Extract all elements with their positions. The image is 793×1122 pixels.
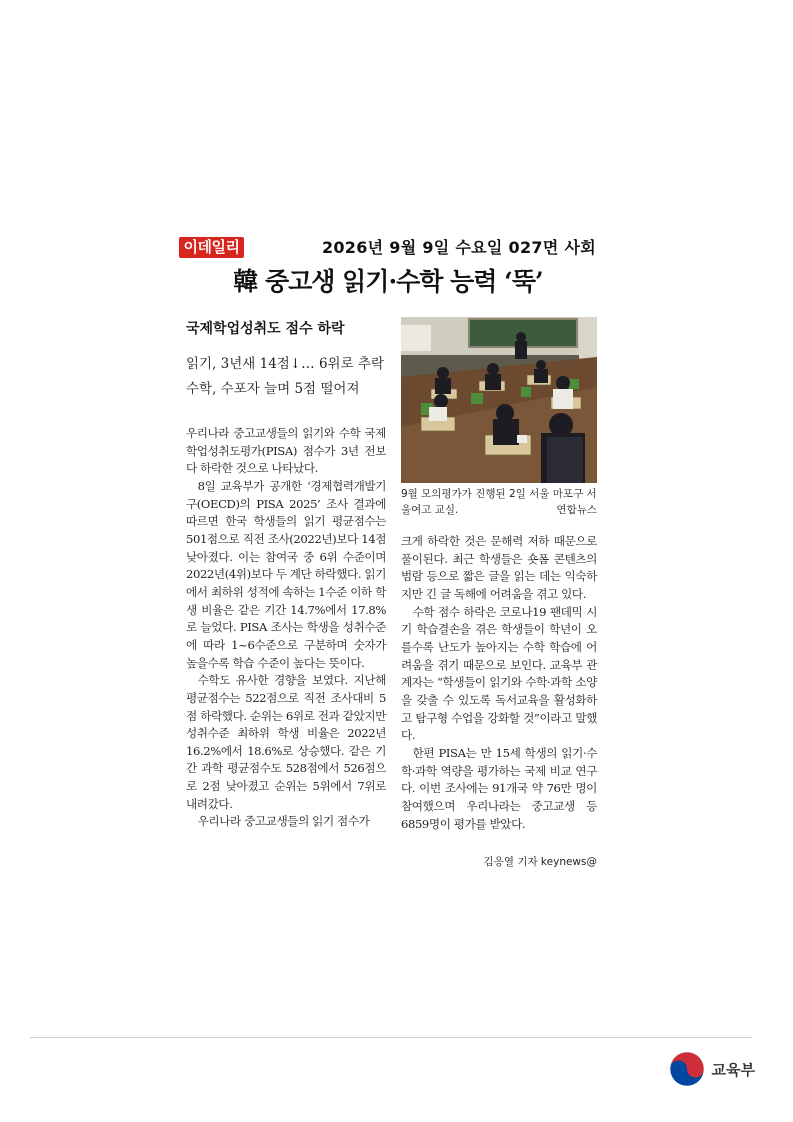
caption-text: 9월 모의평가가 진행된 2일 서울 마포구 서울여고 교실. — [401, 488, 597, 516]
classroom-photo — [401, 317, 597, 483]
taegeuk-emblem-icon — [668, 1050, 706, 1088]
deck-line: 수학, 수포자 늘며 5점 떨어져 — [186, 381, 360, 397]
byline: 김응열 기자 keynews@ — [483, 856, 597, 868]
paragraph: 수학도 유사한 경향을 보였다. 지난해 평균점수는 522점으로 직전 조사대비 5점 하락했다. 순위는 6위로 전과 같았지만 성취수준 최하위 학생 비율은 2022년 16.2%에서 18.6%로 상승했다. 같은 기간 과학 평균점수도 528점에서 526점으로 2점 낮아졌고 순위는 5위에서 7위로 내려갔다. — [186, 673, 386, 811]
ministry-name: 교육부 — [711, 1060, 755, 1079]
paragraph: 우리나라 중고교생들의 읽기 점수가 — [197, 814, 370, 829]
footer-divider — [30, 1037, 752, 1038]
deck — [186, 352, 384, 402]
paragraph: 수학 점수 하락은 코로나19 팬데믹 시기 학습결손을 겪은 학생들이 학년이 오를수록 난도가 높아지는 수학 학습에 어려움을 겪기 때문으로 보인다. 교육부 관계자는 “학생들이 읽기와 수학·과학 소양을 갖출 수 있도록 독서교육을 활성화하고 탐구형 수업을 강화할 것”이라고 말했다. — [401, 604, 597, 743]
photo-credit: 연합뉴스 — [556, 504, 597, 516]
article-column-left — [186, 425, 386, 831]
ministry-logo — [668, 1050, 755, 1088]
logo-tagline — [181, 232, 243, 236]
paragraph: 크게 하락한 것은 문해력 저하 때문으로 풀이된다. 최근 학생들은 숏폼 콘텐츠의 범람 등으로 짧은 글을 읽는 데는 익숙하지만 긴 글 독해에 어려움을 겪고 있다. — [401, 534, 597, 601]
photo-caption — [401, 486, 597, 518]
deck-line: 읽기, 3년새 14점↓… 6위로 추락 — [186, 356, 384, 372]
paragraph: 우리나라 중고교생들의 읽기와 수학 국제학업성취도평가(PISA) 점수가 3년 전보다 하락한 것으로 나타났다. — [186, 426, 386, 476]
dateline: 2026년 9월 9일 수요일 027면 사회 — [321, 238, 596, 257]
newspaper-logo: 이데일리 — [179, 237, 244, 258]
paragraph: 8일 교육부가 공개한 ‘경제협력개발기구(OECD)의 PISA 2025’ 조사 결과에 따르면 한국 학생들의 읽기 평균점수는 501점으로 직전 조사(2022년)보다 14점 낮아졌다. 이는 참여국 중 6위 수준이며 2022년(4위)보다 두 계단 하락했다. 읽기에서 최하위 성적에 속하는 1수준 이하 학생 비율은 같은 기간 14.7%에서 17.8%로 늘었다. PISA 조사는 학생을 성취수준에 따라 1~6수준으로 구분하며 숫자가 높을수록 학습 수준이 높다는 뜻이다. — [186, 478, 386, 670]
headline: 韓 중고생 읽기·수학 능력 ‘뚝’ — [233, 267, 543, 296]
subhead: 국제학업성취도 점수 하락 — [186, 321, 345, 337]
article-column-right — [401, 533, 597, 833]
paragraph: 한편 PISA는 만 15세 학생의 읽기·수학·과학 역량을 평가하는 국제 비교 연구다. 이번 조사에는 91개국 약 76만 명이 참여했으며 우리나라는 중고교생 등 6859명이 평가를 받았다. — [401, 745, 597, 831]
